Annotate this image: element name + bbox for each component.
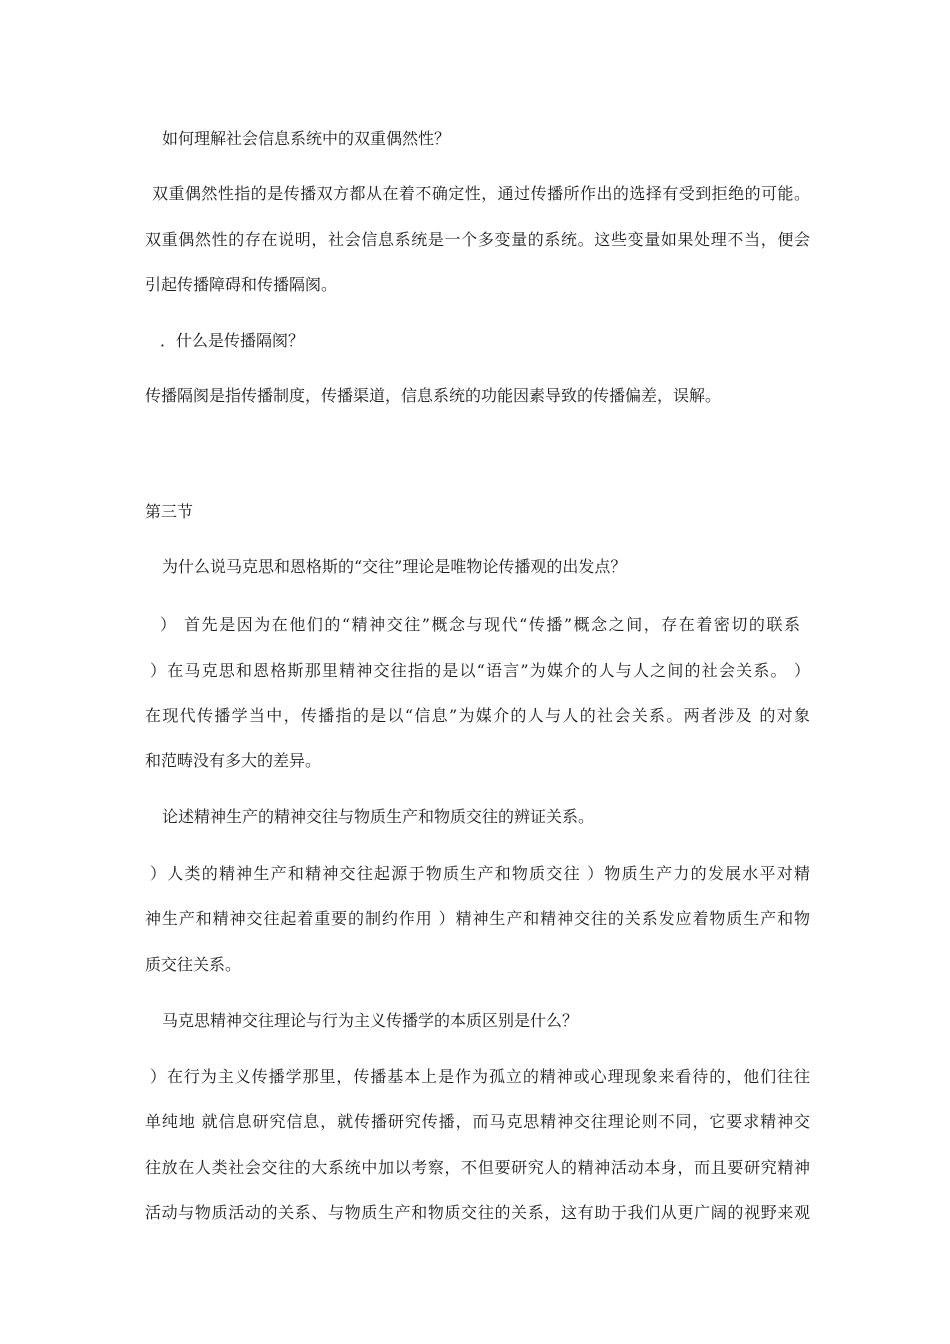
paragraph-line: ） 首先是因为在他们的“精神交往”概念与现代“传播”概念之间，存在着密切的联系 [160,615,800,634]
paragraph-line: ）人类的精神生产和精神交往起源于物质生产和物质交往 ）物质生产力的发展水平对精 [150,864,810,883]
paragraph-line: 神生产和精神交往起着重要的制约作用 ）精神生产和精神交往的关系发应着物质生产和物 [145,909,810,928]
paragraph-line: 往放在人类社会交往的大系统中加以考察，不但要研究人的精神活动本身，而且要研究精神 [145,1158,810,1177]
paragraph-line: 活动与物质活动的关系、与物质生产和物质交往的关系，这有助于我们从更广阔的视野来观 [145,1203,810,1222]
section-heading: 第三节 [145,502,194,521]
paragraph-line: 质交往关系。 [145,955,242,974]
question-heading: 马克思精神交往理论与行为主义传播学的本质区别是什么？ [162,1011,579,1030]
paragraph-line: ）在行为主义传播学那里，传播基本上是作为孤立的精神或心理现象来看待的，他们往往 [150,1067,810,1086]
paragraph-line: 在现代传播学当中，传播指的是以“信息”为媒介的人与人的社会关系。两者涉及 的对象 [145,706,810,725]
paragraph-line: 引起传播障碍和传播隔阂。 [145,275,338,294]
paragraph-line: ）在马克思和恩格斯那里精神交往指的是以“语言”为媒介的人与人之间的社会关系。 ） [150,661,810,680]
paragraph-line: 单纯地 就信息研究信息，就传播研究传播，而马克思精神交往理论则不同，它要求精神交 [145,1112,810,1131]
paragraph-line: 双重偶然性的存在说明，社会信息系统是一个多变量的系统。这些变量如果处理不当，便会 [145,230,810,249]
question-heading: 为什么说马克思和恩格斯的“交往”理论是唯物论传播观的出发点？ [162,557,627,576]
paragraph-line: 双重偶然性指的是传播双方都从在着不确定性，通过传播所作出的选择有受到拒绝的可能。 [152,184,810,203]
question-heading: 如何理解社会信息系统中的双重偶然性？ [162,129,451,148]
question-heading: 论述精神生产的精神交往与物质生产和物质交往的辨证关系。 [162,807,595,826]
question-heading: ．什么是传播隔阂？ [160,331,305,350]
paragraph-line: 和范畴没有多大的差异。 [145,751,322,770]
paragraph-line: 传播隔阂是指传播制度，传播渠道，信息系统的功能因素导致的传播偏差，误解。 [145,386,722,405]
